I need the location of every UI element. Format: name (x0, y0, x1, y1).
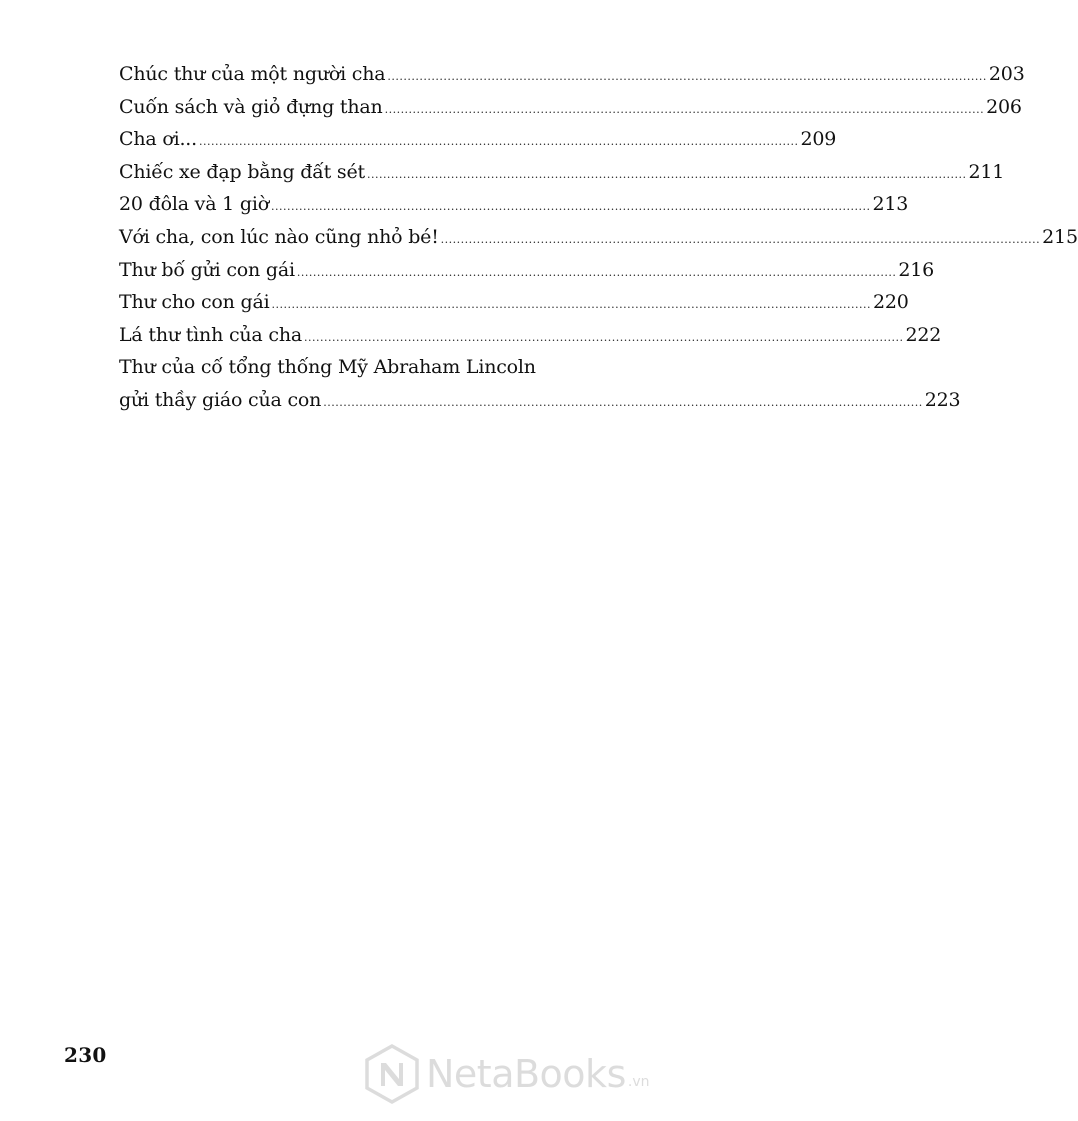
toc-entry-title: Thư cho con gái (119, 291, 270, 314)
toc-entry-page: 206 (986, 95, 1022, 118)
toc-entry-line2 (119, 384, 961, 417)
toc-dot-leader: ...................................................................................................................................................... (384, 102, 985, 116)
toc-entry-title: Lá thư tình của cha (119, 323, 303, 346)
toc-entry-title: Chúc thư của một người cha (119, 63, 386, 85)
toc-entry-title: Thư bố gửi con gái (119, 258, 295, 281)
toc-entry-page: 213 (872, 193, 909, 216)
toc-entry (119, 91, 1022, 124)
toc-dot-leader: ...................................................................................................................................................... (387, 70, 987, 83)
toc-entry (119, 156, 1005, 189)
toc-entry-page: 209 (800, 128, 837, 151)
toc-entry-title-continued: gửi thầy giáo của con (119, 388, 322, 411)
toc-dot-leader: ...................................................................................................................................................... (296, 265, 897, 279)
toc-entry (119, 58, 1025, 91)
toc-entry (119, 188, 909, 221)
toc-dot-leader: ...................................................................................................................................................... (304, 330, 904, 344)
toc-entry-title: Cha ơi... (119, 128, 197, 151)
toc-entry-page: 223 (924, 388, 961, 411)
toc-entry (119, 254, 935, 287)
toc-entry (119, 123, 837, 156)
toc-entry-page: 222 (905, 323, 942, 346)
toc-entry-title: 20 đôla và 1 giờ (119, 193, 269, 216)
toc-dot-leader: ...................................................................................................................................................... (198, 135, 799, 149)
toc-entry-page: 220 (872, 291, 909, 314)
toc-entry-page: 216 (898, 258, 935, 281)
toc-entry (119, 221, 1078, 254)
toc-dot-leader: ...................................................................................................................................................... (323, 395, 923, 409)
table-of-contents (119, 58, 1078, 417)
toc-entry-page: 211 (968, 160, 1005, 183)
toc-entry (119, 286, 909, 319)
toc-dot-leader: ...................................................................................................................................................... (366, 167, 967, 181)
netabooks-logo-icon (364, 1044, 420, 1104)
toc-entry-title: Với cha, con lúc nào cũng nhỏ bé! (119, 225, 439, 248)
toc-dot-leader: ...................................................................................................................................................... (440, 232, 1041, 246)
toc-entry-line1 (119, 351, 637, 384)
toc-entry (119, 319, 942, 352)
watermark-suffix: .vn (627, 1074, 650, 1090)
toc-dot-leader: ...................................................................................................................................................... (270, 200, 871, 214)
toc-entry-page: 203 (988, 63, 1025, 85)
watermark (364, 1044, 649, 1104)
page-number: 230 (64, 1043, 107, 1067)
toc-entry-title: Cuốn sách và giỏ đựng than (119, 95, 383, 118)
toc-entry-title: Thư của cố tổng thống Mỹ Abraham Lincoln (119, 356, 536, 379)
toc-dot-leader: ...................................................................................................................................................... (271, 298, 871, 312)
toc-entry-page: 215 (1042, 225, 1078, 248)
toc-entry-title: Chiếc xe đạp bằng đất sét (119, 160, 365, 183)
watermark-text: NetaBooks (426, 1052, 626, 1096)
